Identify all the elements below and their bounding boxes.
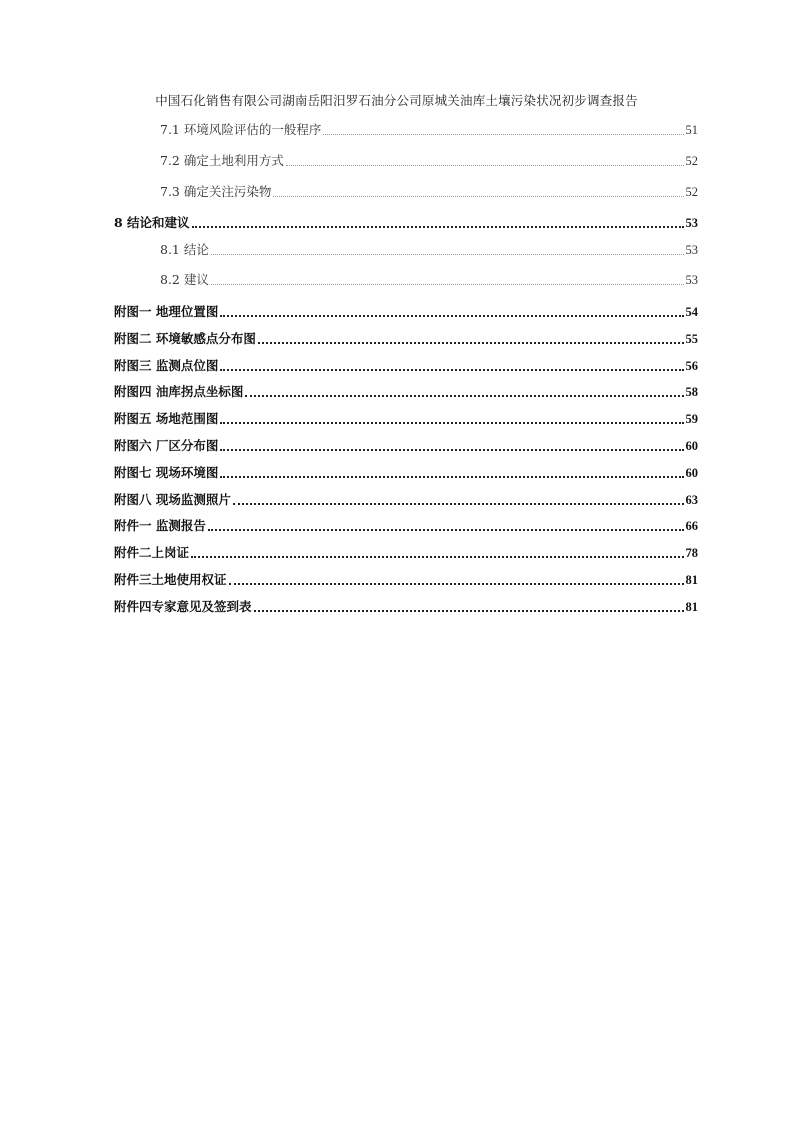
toc-page-number: 53 <box>685 216 698 230</box>
toc-entry-attachment-2[interactable] <box>114 545 698 561</box>
toc-entry-figure-2[interactable] <box>114 331 698 347</box>
toc-entry-figure-7[interactable] <box>114 465 698 481</box>
toc-leader <box>229 572 684 585</box>
toc-entry-7-1[interactable] <box>160 122 698 138</box>
toc-page-number: 52 <box>685 154 698 168</box>
toc-entry-label: 8.2 建议 <box>160 272 209 287</box>
toc-leader <box>220 304 683 317</box>
toc-entry-figure-3[interactable] <box>114 358 698 374</box>
toc-leader <box>208 518 684 531</box>
toc-entry-figure-8[interactable] <box>114 492 698 508</box>
toc-page-number: 63 <box>685 493 698 507</box>
toc-page-number: 81 <box>685 573 698 587</box>
toc-entry-7-2[interactable] <box>160 153 698 169</box>
toc-entry-label: 附图三 监测点位图 <box>114 358 219 373</box>
toc-leader <box>220 438 683 451</box>
toc-page-number: 78 <box>685 546 698 560</box>
toc-page-number: 66 <box>685 519 698 533</box>
toc-page-number: 53 <box>685 273 698 287</box>
toc-page-number: 55 <box>685 332 698 346</box>
toc-leader <box>220 411 683 424</box>
toc-leader <box>192 215 684 228</box>
toc-leader <box>286 154 684 166</box>
toc-page-number: 60 <box>685 439 698 453</box>
toc-leader <box>323 123 683 135</box>
toc-entry-label: 附图七 现场环境图 <box>114 465 219 480</box>
toc-entry-label: 附件四专家意见及签到表 <box>114 599 252 614</box>
toc-entry-label: 8.1 结论 <box>160 242 209 257</box>
toc-leader <box>211 273 684 285</box>
toc-leader <box>191 545 683 558</box>
toc-entry-attachment-4[interactable] <box>114 599 698 615</box>
toc-leader <box>211 243 684 255</box>
toc-entry-figure-1[interactable] <box>114 304 698 320</box>
toc-entry-label: 附图一 地理位置图 <box>114 304 219 319</box>
toc-entry-label: 8 结论和建议 <box>114 215 190 230</box>
toc-entry-label: 附图六 厂区分布图 <box>114 438 219 453</box>
toc-entry-label: 附件三土地使用权证 <box>114 572 227 587</box>
toc-entry-figure-5[interactable] <box>114 411 698 427</box>
toc-leader <box>258 331 684 344</box>
toc-leader <box>220 465 683 478</box>
toc-entry-label: 7.1 环境风险评估的一般程序 <box>160 122 322 137</box>
toc-entry-label: 附图二 环境敏感点分布图 <box>114 331 256 346</box>
toc-page-number: 60 <box>685 466 698 480</box>
toc-entry-8-1[interactable] <box>160 242 698 258</box>
toc-page-number: 53 <box>685 243 698 257</box>
toc-leader <box>254 599 684 612</box>
toc-entry-8-2[interactable] <box>160 272 698 288</box>
toc-entry-label: 附件二上岗证 <box>114 545 190 560</box>
toc-entry-7-3[interactable] <box>160 184 698 200</box>
toc-page-number: 56 <box>685 359 698 373</box>
toc-entry-8[interactable] <box>114 215 698 231</box>
toc-page-number: 58 <box>685 385 698 399</box>
toc-entry-figure-4[interactable] <box>114 384 698 400</box>
toc-entry-label: 附图四 油库拐点坐标图 <box>114 384 244 399</box>
toc-leader <box>233 492 684 505</box>
toc-entry-label: 附图八 现场监测照片 <box>114 492 231 507</box>
toc-entry-figure-6[interactable] <box>114 438 698 454</box>
toc-entry-label: 7.3 确定关注污染物 <box>160 184 272 199</box>
toc-page-number: 54 <box>685 305 698 319</box>
toc-entry-label: 附图五 场地范围图 <box>114 411 219 426</box>
toc-entry-attachment-3[interactable] <box>114 572 698 588</box>
toc-page-number: 81 <box>685 600 698 614</box>
toc-leader <box>245 384 683 397</box>
toc-page-number: 51 <box>685 123 698 137</box>
toc-entry-attachment-1[interactable] <box>114 518 698 534</box>
toc-leader <box>273 185 683 197</box>
toc-page-number: 59 <box>685 412 698 426</box>
toc-entry-label: 附件一 监测报告 <box>114 518 206 533</box>
toc-leader <box>220 358 683 371</box>
toc-page-number: 52 <box>685 185 698 199</box>
page-header: 中国石化销售有限公司湖南岳阳汨罗石油分公司原城关油库土壤污染状况初步调查报告 <box>155 93 638 108</box>
toc-entry-label: 7.2 确定土地利用方式 <box>160 153 284 168</box>
